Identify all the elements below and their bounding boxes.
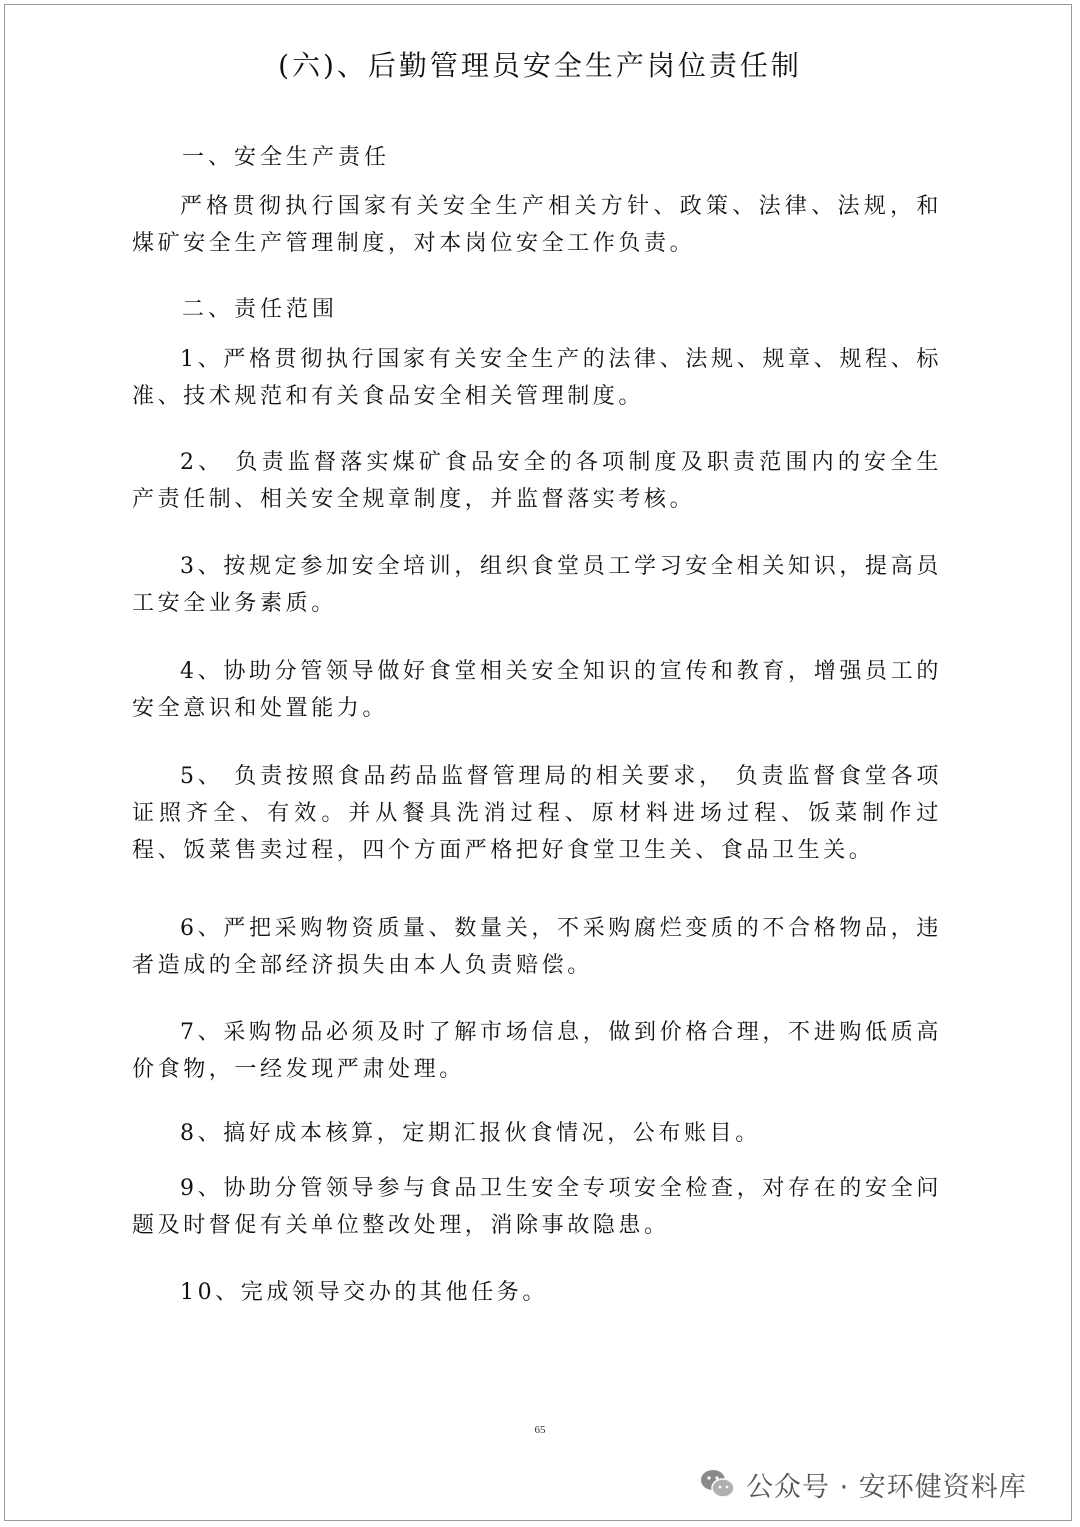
list-item: 6、严把采购物资质量、数量关，不采购腐烂变质的不合格物品，违者造成的全部经济损失由本人负责赔偿。 [132,916,942,978]
section-heading-scope: 二、责任范围 [182,297,339,322]
list-item: 8、搞好成本核算，定期汇报伙食情况，公布账目。 [180,1121,761,1146]
paragraph: 严格贯彻执行国家有关安全生产相关方针、政策、法律、法规，和煤矿安全生产管理制度，对本岗位安全工作负责。 [132,194,942,256]
list-item: 5、 负责按照食品药品监督管理局的相关要求， 负责监督食堂各项证照齐全、有效。并从餐具洗消过程、原材料进场过程、饭菜制作过程、饭菜售卖过程，四个方面严格把好食堂卫生关、食品卫生关。 [132,764,942,863]
list-item: 4、协助分管领导做好食堂相关安全知识的宣传和教育，增强员工的安全意识和处置能力。 [132,659,942,721]
list-item: 3、按规定参加安全培训，组织食堂员工学习安全相关知识，提高员工安全业务素质。 [132,554,942,616]
wechat-icon [700,1468,736,1500]
section-heading-responsibility: 一、安全生产责任 [182,145,391,170]
list-item: 2、 负责监督落实煤矿食品安全的各项制度及职责范围内的安全生产责任制、相关安全规章制度，并监督落实考核。 [132,450,942,512]
watermark-text: 公众号 · 安环健资料库 [746,1471,1027,1503]
page-number: 65 [534,1424,546,1436]
list-item: 7、采购物品必须及时了解市场信息，做到价格合理，不进购低质高价食物，一经发现严肃处理。 [132,1020,942,1082]
list-item: 9、协助分管领导参与食品卫生安全专项安全检查，对存在的安全问题及时督促有关单位整改处理，消除事故隐患。 [132,1176,942,1238]
list-item: 1、严格贯彻执行国家有关安全生产的法律、法规、规章、规程、标准、技术规范和有关食品安全相关管理制度。 [132,347,942,409]
watermark [700,1460,1027,1508]
document-title: (六)、后勤管理员安全生产岗位责任制 [278,49,802,82]
list-item: 10、完成领导交办的其他任务。 [180,1280,548,1305]
